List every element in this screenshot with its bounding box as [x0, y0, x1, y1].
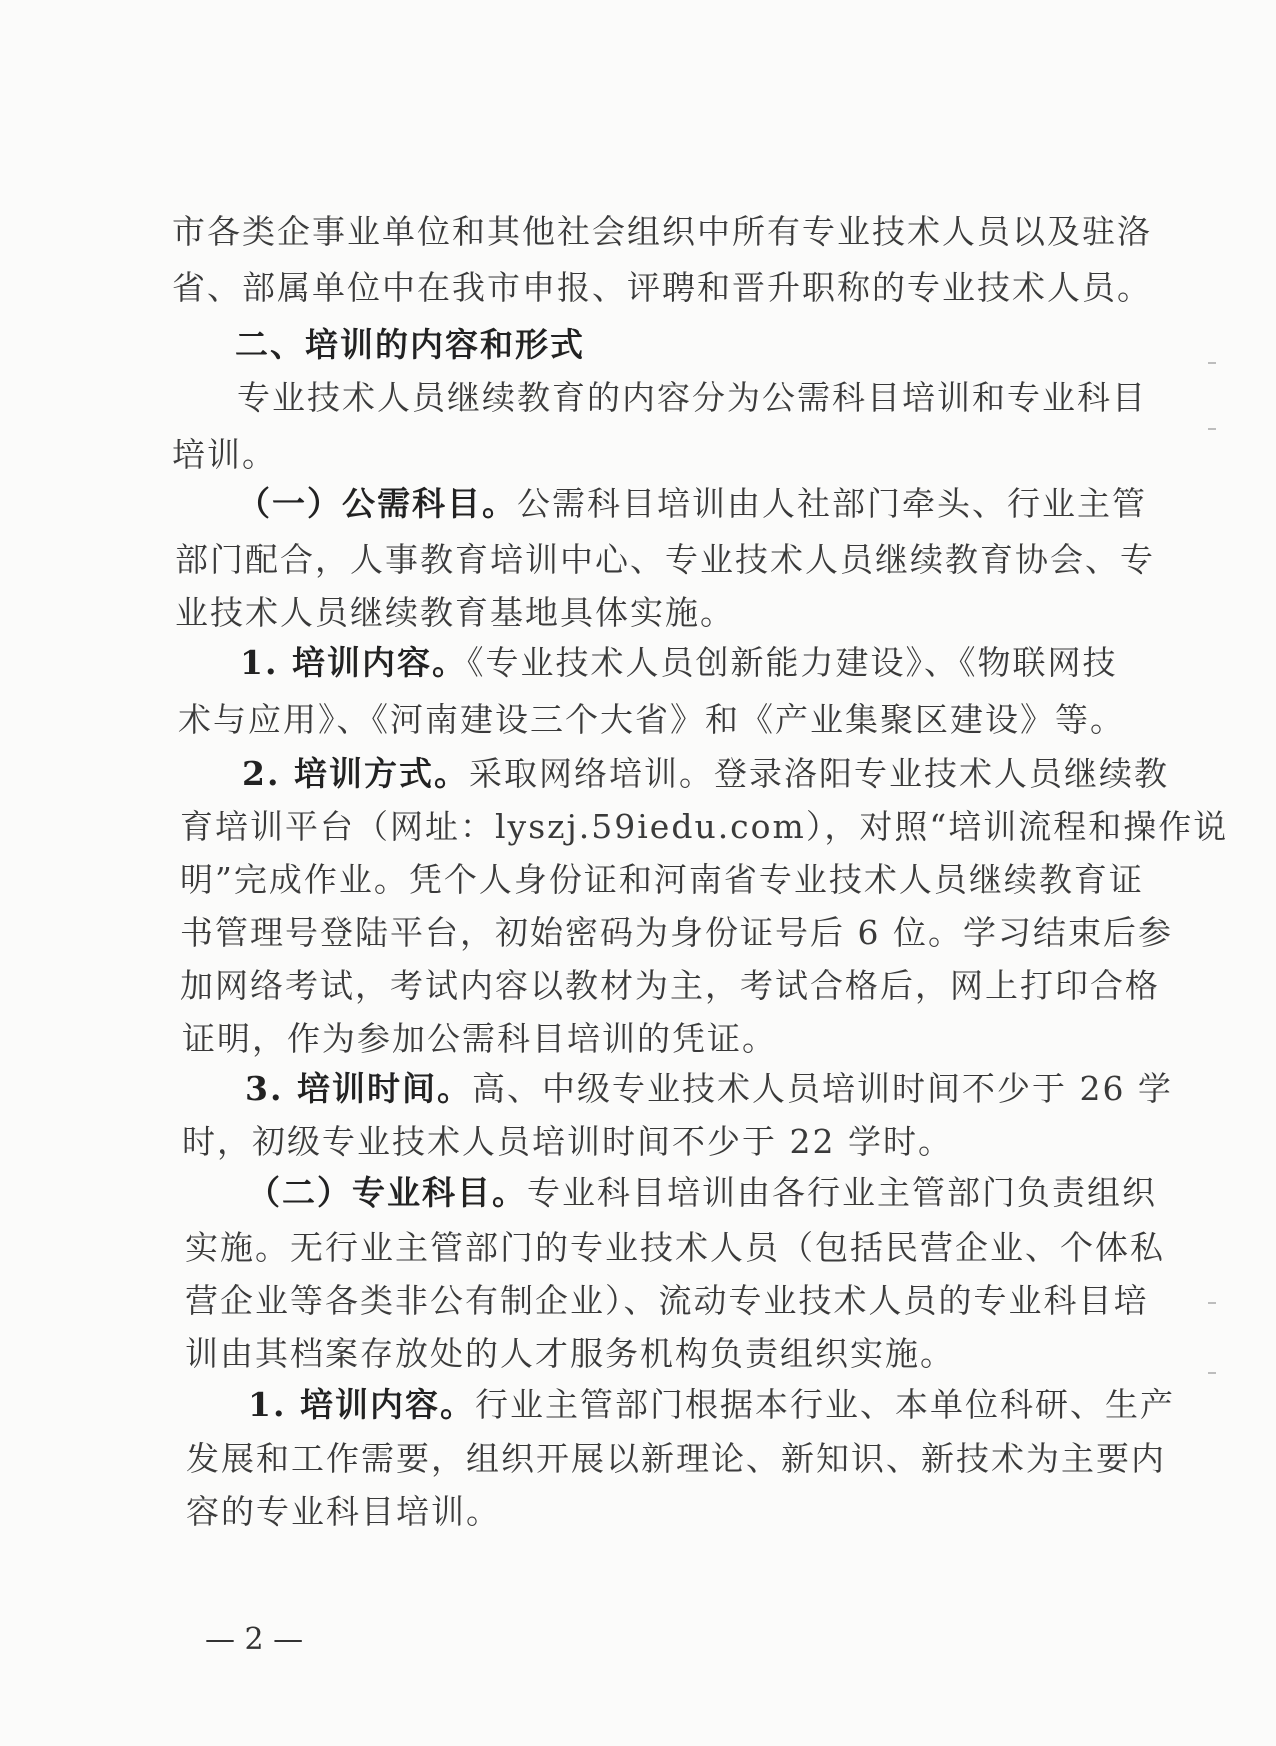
subsection-heading: （一）公需科目。 — [237, 484, 517, 523]
item-heading: 1. 培训内容。 — [248, 1385, 475, 1424]
text-span: 采取网络培训。登录洛阳专业技术人员继续教 — [468, 754, 1169, 793]
scan-mark — [1208, 428, 1216, 430]
text-line: 发展和工作需要，组织开展以新理论、新知识、新技术为主要内 — [186, 1439, 1166, 1478]
text-span: 《专业技术人员创新能力建设》、《物联网技 — [466, 643, 1118, 682]
item-heading: 3. 培训时间。 — [245, 1069, 472, 1108]
text-line: 时，初级专业技术人员培训时间不少于 22 学时。 — [182, 1122, 953, 1161]
item-heading: 2. 培训方式。 — [242, 754, 469, 793]
scan-mark — [1208, 1372, 1216, 1374]
text-span: 行业主管部门根据本行业、本单位科研、生产 — [474, 1385, 1175, 1424]
text-line: 市各类企事业单位和其他社会组织中所有专业技术人员以及驻洛 — [172, 212, 1152, 251]
paragraph-line — [240, 640, 1118, 686]
text-line: 育培训平台（网址：lyszj.59iedu.com），对照“培训流程和操作说 — [180, 807, 1229, 846]
section-heading: 二、培训的内容和形式 — [235, 325, 585, 364]
text-line: 术与应用》、《河南建设三个大省》和《产业集聚区建设》等。 — [178, 700, 1125, 739]
text-line: 培训。 — [172, 435, 277, 474]
text-line: 容的专业科目培训。 — [186, 1492, 501, 1531]
paragraph-line — [237, 481, 1147, 527]
scan-mark — [1208, 1302, 1216, 1304]
text-line: 实施。无行业主管部门的专业技术人员（包括民营企业、个体私 — [185, 1228, 1165, 1267]
text-line: 证明，作为参加公需科目培训的凭证。 — [182, 1019, 777, 1058]
scan-mark — [1208, 362, 1216, 364]
text-line: 业技术人员继续教育基地具体实施。 — [175, 593, 735, 632]
text-line: 加网络考试，考试内容以教材为主，考试合格后，网上打印合格 — [180, 966, 1160, 1005]
text-line: 省、部属单位中在我市申报、评聘和晋升职称的专业技术人员。 — [172, 268, 1152, 307]
text-span: 高、中级专业技术人员培训时间不少于 26 学 — [471, 1069, 1173, 1108]
text-span: 公需科目培训由人社部门牵头、行业主管 — [517, 484, 1147, 523]
text-line: 专业技术人员继续教育的内容分为公需科目培训和专业科目 — [237, 378, 1147, 417]
paragraph-line — [242, 751, 1169, 797]
text-line: 训由其档案存放处的人才服务机构负责组织实施。 — [185, 1334, 955, 1373]
subsection-heading: （二）专业科目。 — [247, 1173, 527, 1212]
page-number: — 2 — — [205, 1622, 304, 1657]
paragraph-line — [247, 1170, 1157, 1216]
text-line: 书管理号登陆平台，初始密码为身份证号后 6 位。学习结束后参 — [180, 913, 1173, 952]
text-line: 营企业等各类非公有制企业）、流动专业技术人员的专业科目培 — [185, 1281, 1149, 1320]
text-line: 部门配合，人事教育培训中心、专业技术人员继续教育协会、专 — [175, 540, 1155, 579]
paragraph-line — [245, 1066, 1173, 1112]
text-span: 专业科目培训由各行业主管部门负责组织 — [527, 1173, 1157, 1212]
paragraph-line — [248, 1382, 1175, 1428]
text-line: 明”完成作业。凭个人身份证和河南省专业技术人员继续教育证 — [180, 860, 1144, 899]
item-heading: 1. 培训内容。 — [240, 643, 467, 682]
